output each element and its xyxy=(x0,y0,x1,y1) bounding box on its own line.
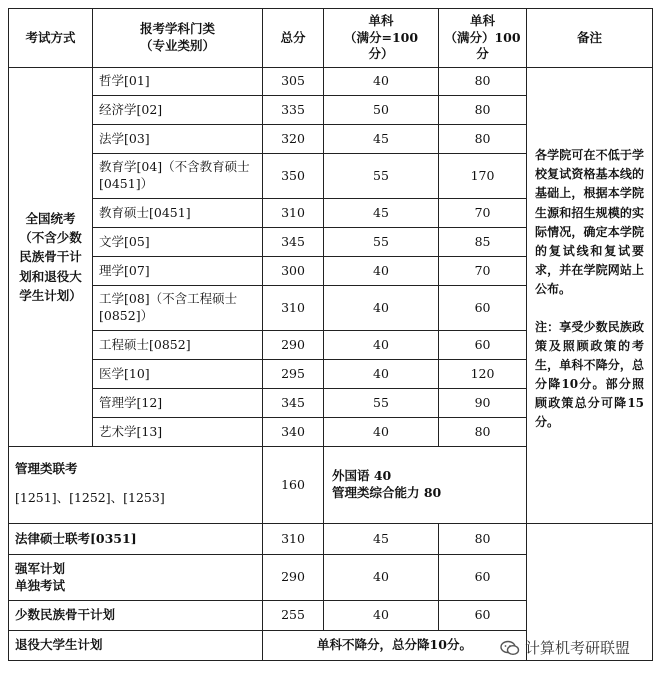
row-sgt100: 80 xyxy=(439,418,527,447)
row-total: 305 xyxy=(263,68,324,96)
row-category: 艺术学[13] xyxy=(93,418,263,447)
remarks-cell xyxy=(527,68,653,524)
row-sgt100: 80 xyxy=(439,125,527,154)
header-row xyxy=(9,9,653,68)
minority-s100: 40 xyxy=(324,601,439,631)
row-sgt100: 90 xyxy=(439,389,527,418)
remarks-paragraph-1: 各学院可在不低于学校复试资格基本线的基础上，根据本学院生源和招生规模的实际情况，确定本学院的复试线和复试要求，并在学院网站上公布。 xyxy=(535,148,645,297)
mgmt-detail-line1: 外国语 40 xyxy=(332,468,392,484)
row-sgt100: 60 xyxy=(439,331,527,360)
army-sgt100: 60 xyxy=(439,555,527,601)
row-category: 医学[10] xyxy=(93,360,263,389)
header-sgt100-line3: 分 xyxy=(476,46,489,62)
row-sgt100: 80 xyxy=(439,96,527,125)
national-exam-label: 全国统考（不含少数民族骨干计划和退役大学生计划） xyxy=(9,68,93,447)
row-sgt100: 85 xyxy=(439,228,527,257)
wechat-icon xyxy=(500,640,520,656)
veteran-rule: 单科不降分，总分降10分。 xyxy=(263,631,527,661)
row-sgt100: 70 xyxy=(439,199,527,228)
row-category: 教育学[04]（不含教育硕士[0451]） xyxy=(93,154,263,199)
minority-total: 255 xyxy=(263,601,324,631)
row-total: 340 xyxy=(263,418,324,447)
row-total: 320 xyxy=(263,125,324,154)
row-s100: 45 xyxy=(324,125,439,154)
row-category: 理学[07] xyxy=(93,257,263,286)
row-s100: 55 xyxy=(324,228,439,257)
header-category-line2: （专业类别） xyxy=(139,38,215,53)
row-category: 工学[08]（不含工程硕士[0852]） xyxy=(93,286,263,331)
army-label-line2: 单独考试 xyxy=(15,577,66,593)
remarks-paragraph-2: 注：享受少数民族政策及照顾政策的考生，单科不降分，总分降10分。部分照顾政策总分可降15分。 xyxy=(535,319,645,430)
table-row xyxy=(9,68,653,96)
row-total: 310 xyxy=(263,286,324,331)
row-category: 管理学[12] xyxy=(93,389,263,418)
row-total: 345 xyxy=(263,228,324,257)
header-s100-line1: 单科 xyxy=(368,12,394,28)
header-category-line1: 报考学科门类 xyxy=(139,21,215,37)
row-s100: 40 xyxy=(324,418,439,447)
header-remarks: 备注 xyxy=(527,9,653,68)
law-total: 310 xyxy=(263,524,324,555)
row-category: 法学[03] xyxy=(93,125,263,154)
row-total: 345 xyxy=(263,389,324,418)
row-sgt100: 170 xyxy=(439,154,527,199)
row-total: 335 xyxy=(263,96,324,125)
army-s100: 40 xyxy=(324,555,439,601)
row-sgt100: 60 xyxy=(439,286,527,331)
law-s100: 45 xyxy=(324,524,439,555)
row-s100: 40 xyxy=(324,360,439,389)
mgmt-label xyxy=(9,447,263,524)
header-s100-line3: 分） xyxy=(368,46,394,62)
minority-sgt100: 60 xyxy=(439,601,527,631)
mgmt-detail xyxy=(324,447,527,524)
row-s100: 40 xyxy=(324,257,439,286)
army-label-line1: 强军计划 xyxy=(15,560,66,576)
header-method: 考试方式 xyxy=(9,9,93,68)
row-category: 工程硕士[0852] xyxy=(93,331,263,360)
row-category: 教育硕士[0451] xyxy=(93,199,263,228)
row-total: 300 xyxy=(263,257,324,286)
row-sgt100: 120 xyxy=(439,360,527,389)
row-category: 哲学[01] xyxy=(93,68,263,96)
row-category: 经济学[02] xyxy=(93,96,263,125)
header-single-gt100 xyxy=(439,9,527,68)
row-s100: 40 xyxy=(324,68,439,96)
mgmt-label-line1: 管理类联考 xyxy=(15,461,78,476)
row-total: 295 xyxy=(263,360,324,389)
row-s100: 40 xyxy=(324,286,439,331)
mgmt-detail-line2: 管理类综合能力 80 xyxy=(332,485,442,500)
army-label xyxy=(9,555,263,601)
row-total: 290 xyxy=(263,331,324,360)
law-label: 法律硕士联考[0351] xyxy=(9,524,263,555)
row-total: 350 xyxy=(263,154,324,199)
row-s100: 55 xyxy=(324,389,439,418)
header-total: 总分 xyxy=(263,9,324,68)
law-row xyxy=(9,524,653,555)
row-sgt100: 80 xyxy=(439,68,527,96)
header-single-100 xyxy=(324,9,439,68)
row-category: 文学[05] xyxy=(93,228,263,257)
header-sgt100-line1: 单科 xyxy=(470,12,496,28)
row-s100: 50 xyxy=(324,96,439,125)
watermark xyxy=(500,637,630,658)
row-s100: 40 xyxy=(324,331,439,360)
row-sgt100: 70 xyxy=(439,257,527,286)
army-total: 290 xyxy=(263,555,324,601)
watermark-text: 计算机考研联盟 xyxy=(525,639,631,657)
header-sgt100-line2: （满分）100 xyxy=(444,29,521,45)
law-sgt100: 80 xyxy=(439,524,527,555)
mgmt-label-line2: [1251]、[1252]、[1253] xyxy=(15,489,165,505)
header-category xyxy=(93,9,263,68)
row-total: 310 xyxy=(263,199,324,228)
veteran-label: 退役大学生计划 xyxy=(9,631,263,661)
row-s100: 55 xyxy=(324,154,439,199)
row-s100: 45 xyxy=(324,199,439,228)
minority-label: 少数民族骨干计划 xyxy=(9,601,263,631)
admission-score-table xyxy=(8,8,653,661)
mgmt-total: 160 xyxy=(263,447,324,524)
header-s100-line2: （满分=100 xyxy=(343,29,419,45)
